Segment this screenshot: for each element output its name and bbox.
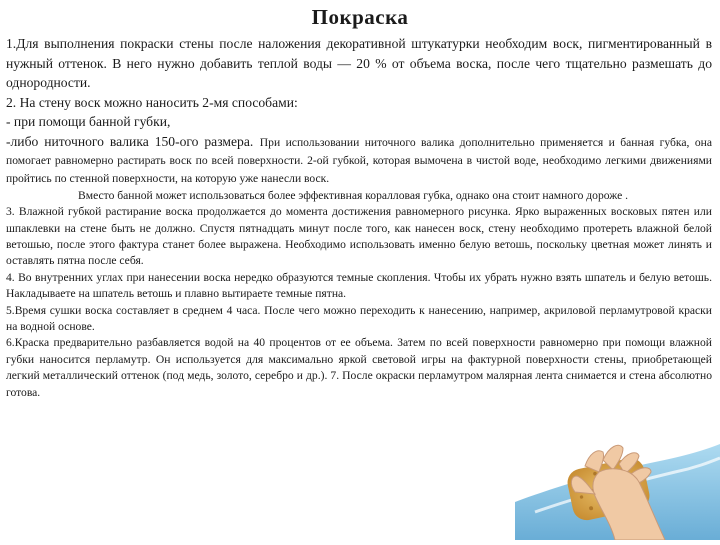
paragraph-1: 1.Для выполнения покраски стены после наложения декоративной штукатурки необходим воск, пигментированный в нужный оттенок. В него нужно добавить теплой воды — 20 % от объема воска, после чего тщательно размешать до однородности. — [6, 36, 712, 90]
sponge-wall-graphic — [515, 432, 720, 540]
paragraph-2: 2. На стену воск можно наносить 2-мя способами: — [6, 94, 298, 110]
list-item-roller: -либо ниточного валика 150-ого размера. — [6, 133, 254, 149]
list-item-sponge: - при помощи банной губки, — [6, 114, 171, 129]
paragraph-4: 4. Во внутренних углах при нанесении воска нередко образуются темные скопления. Чтобы их убрать нужно взять шпатель и белую ветошь. Накладываете на шпатель ветошь и плавно вытираете темные пятна. — [6, 270, 712, 301]
body-text — [6, 34, 712, 401]
hand-with-sponge-illustration — [515, 432, 720, 540]
paragraph-roller — [6, 132, 712, 188]
page-title: Покраска — [311, 5, 409, 29]
paragraph-3: 3. Влажной губкой растирание воска продолжается до момента достижения равномерного рисунка. Ярко выраженных восковых пятен или шпаклевки на стене быть не должно. Спустя пятнадцать минут после того, как нанесен воск, стену необходимо протереть влажной белой ветошью, после этого фактура станет более выражена. Необходимо использовать именно белую ветошь, поскольку цветная может линять и оставлять пятна после себя. — [6, 205, 712, 268]
roller-note: При использовании ниточного валика дополнительно применяется и банная губка, она помогает равномерно растирать воск по всей поверхности. 2-ой губкой, которая вымочена в чистой воде, необходимо легкими движениями пройтись по стенной поверхности, на которую уже нанесли воск. — [6, 135, 713, 186]
paragraph-6: 6.Краска предварительно разбавляется водой на 40 процентов от ее объема. Затем по всей поверхности равномерно при помощи влажной губки наносится перламутр. Он используется для максимально яркой световой игры на фактурной поверхности стены, приобретающей легкий металлический оттенок (под медь, золото, серебро и др.). 7. После окраски перламутром малярная лента снимается и стена абсолютно готова. — [6, 336, 712, 399]
paragraph-coral-sponge: Вместо банной может использоваться более эффективная коралловая губка, однако она стоит намного дороже . — [78, 188, 629, 202]
paragraph-5: 5.Время сушки воска составляет в среднем 4 часа. После чего можно переходить к нанесению, например, акриловой перламутровой краски на водной основе. — [6, 303, 712, 334]
